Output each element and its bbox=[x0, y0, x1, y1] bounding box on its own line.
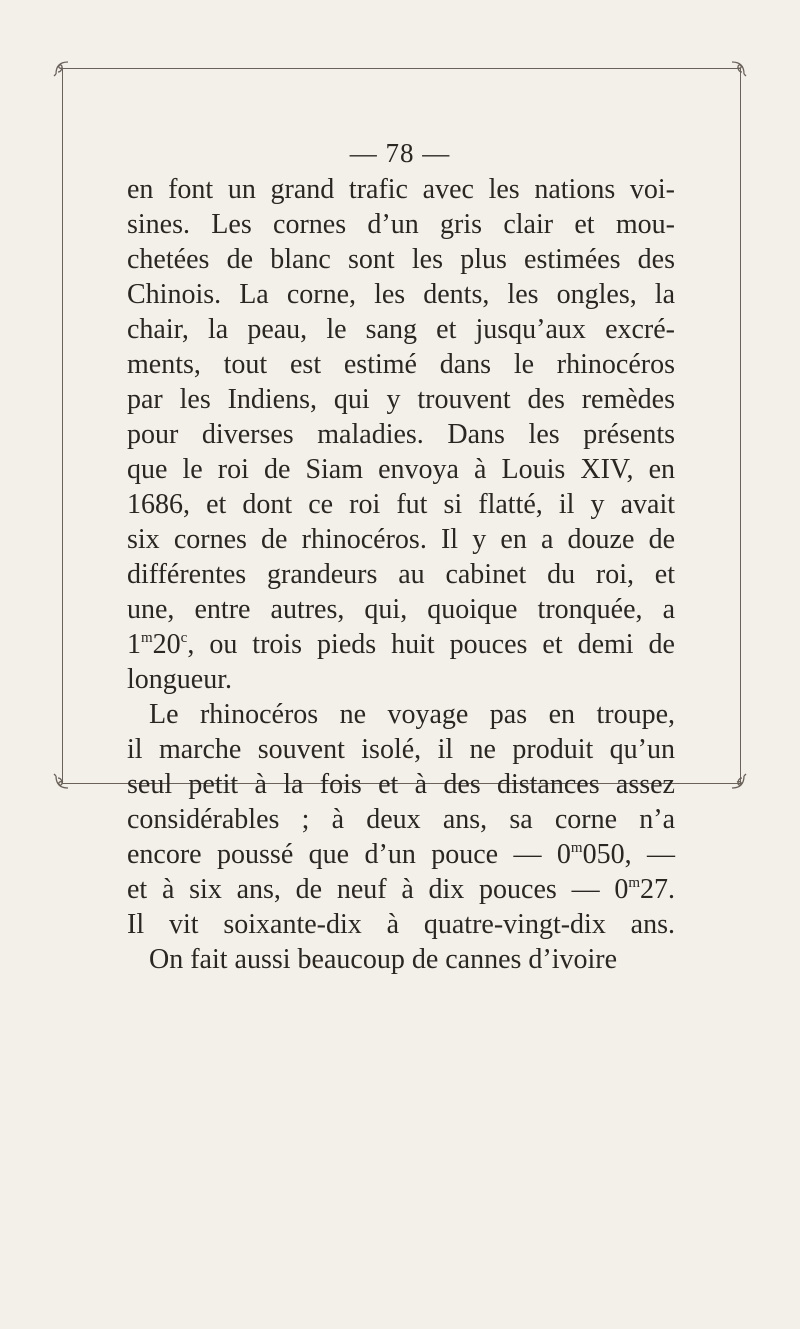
unit-superscript: m bbox=[141, 630, 153, 646]
fleuron-icon bbox=[52, 772, 72, 792]
text-line: par les Indiens, qui y trouvent des remèdes bbox=[127, 384, 675, 415]
text-line: 1686, et dont ce roi fut si flatté, il y avait bbox=[127, 489, 675, 520]
text-line bbox=[127, 837, 675, 872]
text-fragment: 050, — bbox=[582, 839, 676, 870]
text-fragment: encore poussé que d’un pouce — 0 bbox=[127, 839, 571, 870]
text-line: six cornes de rhinocéros. Il y en a douze de bbox=[127, 524, 675, 555]
measure-value: 20 bbox=[152, 629, 181, 660]
fleuron-icon bbox=[728, 772, 748, 792]
page-number: — 78 — bbox=[349, 138, 451, 168]
fleuron-icon bbox=[52, 58, 72, 78]
text-line: que le roi de Siam envoya à Louis XIV, en bbox=[127, 454, 675, 485]
measure-value: 1 bbox=[127, 629, 141, 660]
text-line: il marche souvent isolé, il ne produit qu’un bbox=[127, 734, 675, 765]
text-line: seul petit à la fois et à des distances assez bbox=[127, 769, 675, 800]
body-text bbox=[127, 172, 675, 977]
text-fragment: 27. bbox=[640, 874, 675, 905]
text-line: différentes grandeurs au cabinet du roi, et bbox=[127, 559, 675, 590]
text-line: On fait aussi beaucoup de cannes d’ivoire bbox=[149, 944, 618, 975]
unit-superscript: m bbox=[628, 875, 640, 891]
text-line: sines. Les cornes d’un gris clair et mou- bbox=[127, 209, 675, 240]
text-line: Le rhinocéros ne voyage pas en troupe, bbox=[149, 699, 675, 730]
text-line bbox=[127, 627, 675, 662]
text-line: chetées de blanc sont les plus estimées des bbox=[127, 244, 675, 275]
text-line: chair, la peau, le sang et jusqu’aux excré- bbox=[127, 314, 675, 345]
text-line: Il vit soixante-dix à quatre-vingt-dix ans. bbox=[127, 909, 675, 940]
unit-superscript: m bbox=[570, 840, 583, 856]
text-line: longueur. bbox=[127, 664, 232, 695]
text-line: pour diverses maladies. Dans les présents bbox=[127, 419, 675, 450]
fleuron-icon bbox=[728, 58, 748, 78]
text-line: une, entre autres, qui, quoique tronquée, a bbox=[127, 594, 675, 625]
unit-superscript: c bbox=[180, 630, 188, 646]
text-line: considérables ; à deux ans, sa corne n’a bbox=[127, 804, 675, 835]
text-line: en font un grand trafic avec les nations voi- bbox=[127, 174, 675, 205]
text-line bbox=[127, 872, 675, 907]
text-fragment: et à six ans, de neuf à dix pouces — 0 bbox=[127, 874, 629, 905]
text-fragment: , ou trois pieds huit pouces et demi de bbox=[187, 629, 675, 660]
text-line: ments, tout est estimé dans le rhinocéros bbox=[127, 349, 675, 380]
text-line: Chinois. La corne, les dents, les ongles, la bbox=[127, 279, 675, 310]
